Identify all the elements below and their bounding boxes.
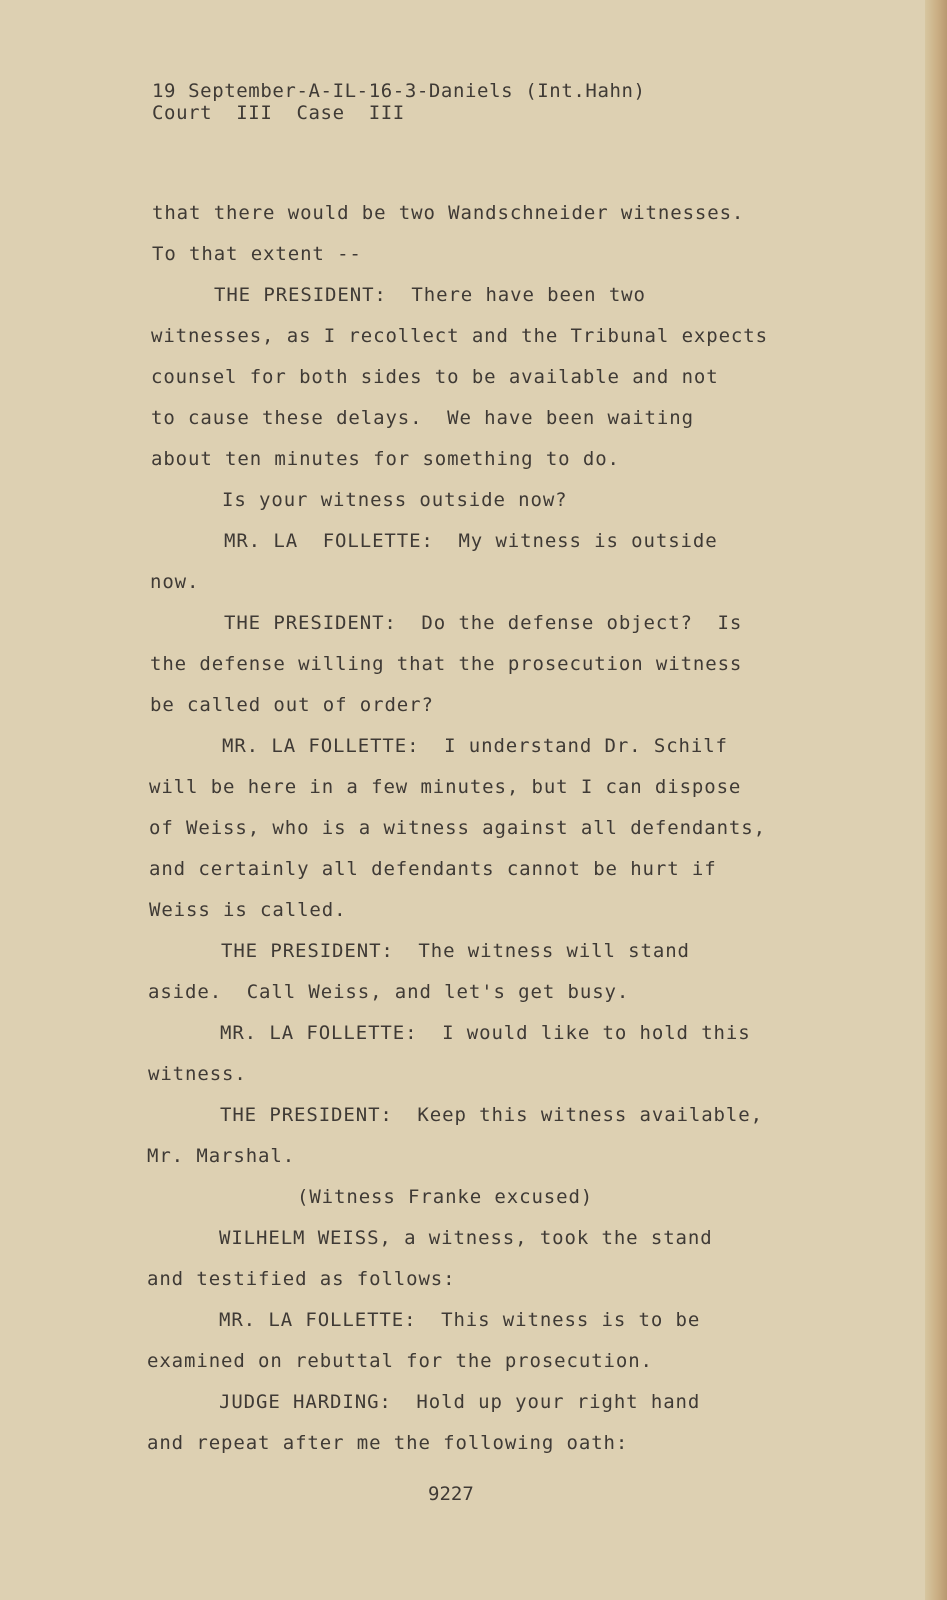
text-line: MR. LA FOLLETTE: This witness is to be: [219, 1309, 701, 1331]
text-line: WILHELM WEISS, a witness, took the stand: [219, 1227, 713, 1249]
text-line: and certainly all defendants cannot be hurt if: [149, 858, 717, 880]
header-line-2: Court III Case III: [152, 102, 405, 124]
text-line: the defense willing that the prosecution witness: [150, 653, 743, 675]
page-edge: [925, 0, 947, 1600]
text-line: THE PRESIDENT: Keep this witness available,: [220, 1104, 763, 1126]
text-line: now.: [150, 571, 200, 593]
text-line: MR. LA FOLLETTE: My witness is outside: [224, 530, 718, 552]
text-line: will be here in a few minutes, but I can dispose: [149, 776, 742, 798]
text-line: (Witness Franke excused): [297, 1186, 594, 1208]
text-line: about ten minutes for something to do.: [151, 448, 620, 470]
text-line: MR. LA FOLLETTE: I would like to hold this: [220, 1022, 751, 1044]
text-line: and repeat after me the following oath:: [147, 1432, 629, 1454]
text-line: Weiss is called.: [149, 899, 347, 921]
text-line: to cause these delays. We have been waiting: [151, 407, 694, 429]
text-line: that there would be two Wandschneider witnesses.: [152, 202, 745, 224]
text-line: THE PRESIDENT: The witness will stand: [221, 940, 690, 962]
text-line: THE PRESIDENT: Do the defense object? Is: [224, 612, 743, 634]
text-line: witnesses, as I recollect and the Tribunal expects: [151, 325, 768, 347]
text-line: MR. LA FOLLETTE: I understand Dr. Schilf: [222, 735, 728, 757]
page-number: 9227: [428, 1483, 474, 1505]
header-line-1: 19 September-A-IL-16-3-Daniels (Int.Hahn): [152, 80, 646, 102]
text-line: of Weiss, who is a witness against all defendants,: [149, 817, 766, 839]
text-line: counsel for both sides to be available and not: [151, 366, 719, 388]
text-line: aside. Call Weiss, and let's get busy.: [148, 981, 630, 1003]
text-line: witness.: [148, 1063, 247, 1085]
text-line: and testified as follows:: [147, 1268, 456, 1290]
text-line: THE PRESIDENT: There have been two: [214, 284, 646, 306]
document-header: [152, 80, 646, 124]
text-line: Is your witness outside now?: [222, 489, 568, 511]
text-line: examined on rebuttal for the prosecution.: [147, 1350, 653, 1372]
text-line: To that extent --: [152, 243, 362, 265]
text-line: Mr. Marshal.: [147, 1145, 296, 1167]
text-line: be called out of order?: [150, 694, 434, 716]
text-line: JUDGE HARDING: Hold up your right hand: [219, 1391, 701, 1413]
